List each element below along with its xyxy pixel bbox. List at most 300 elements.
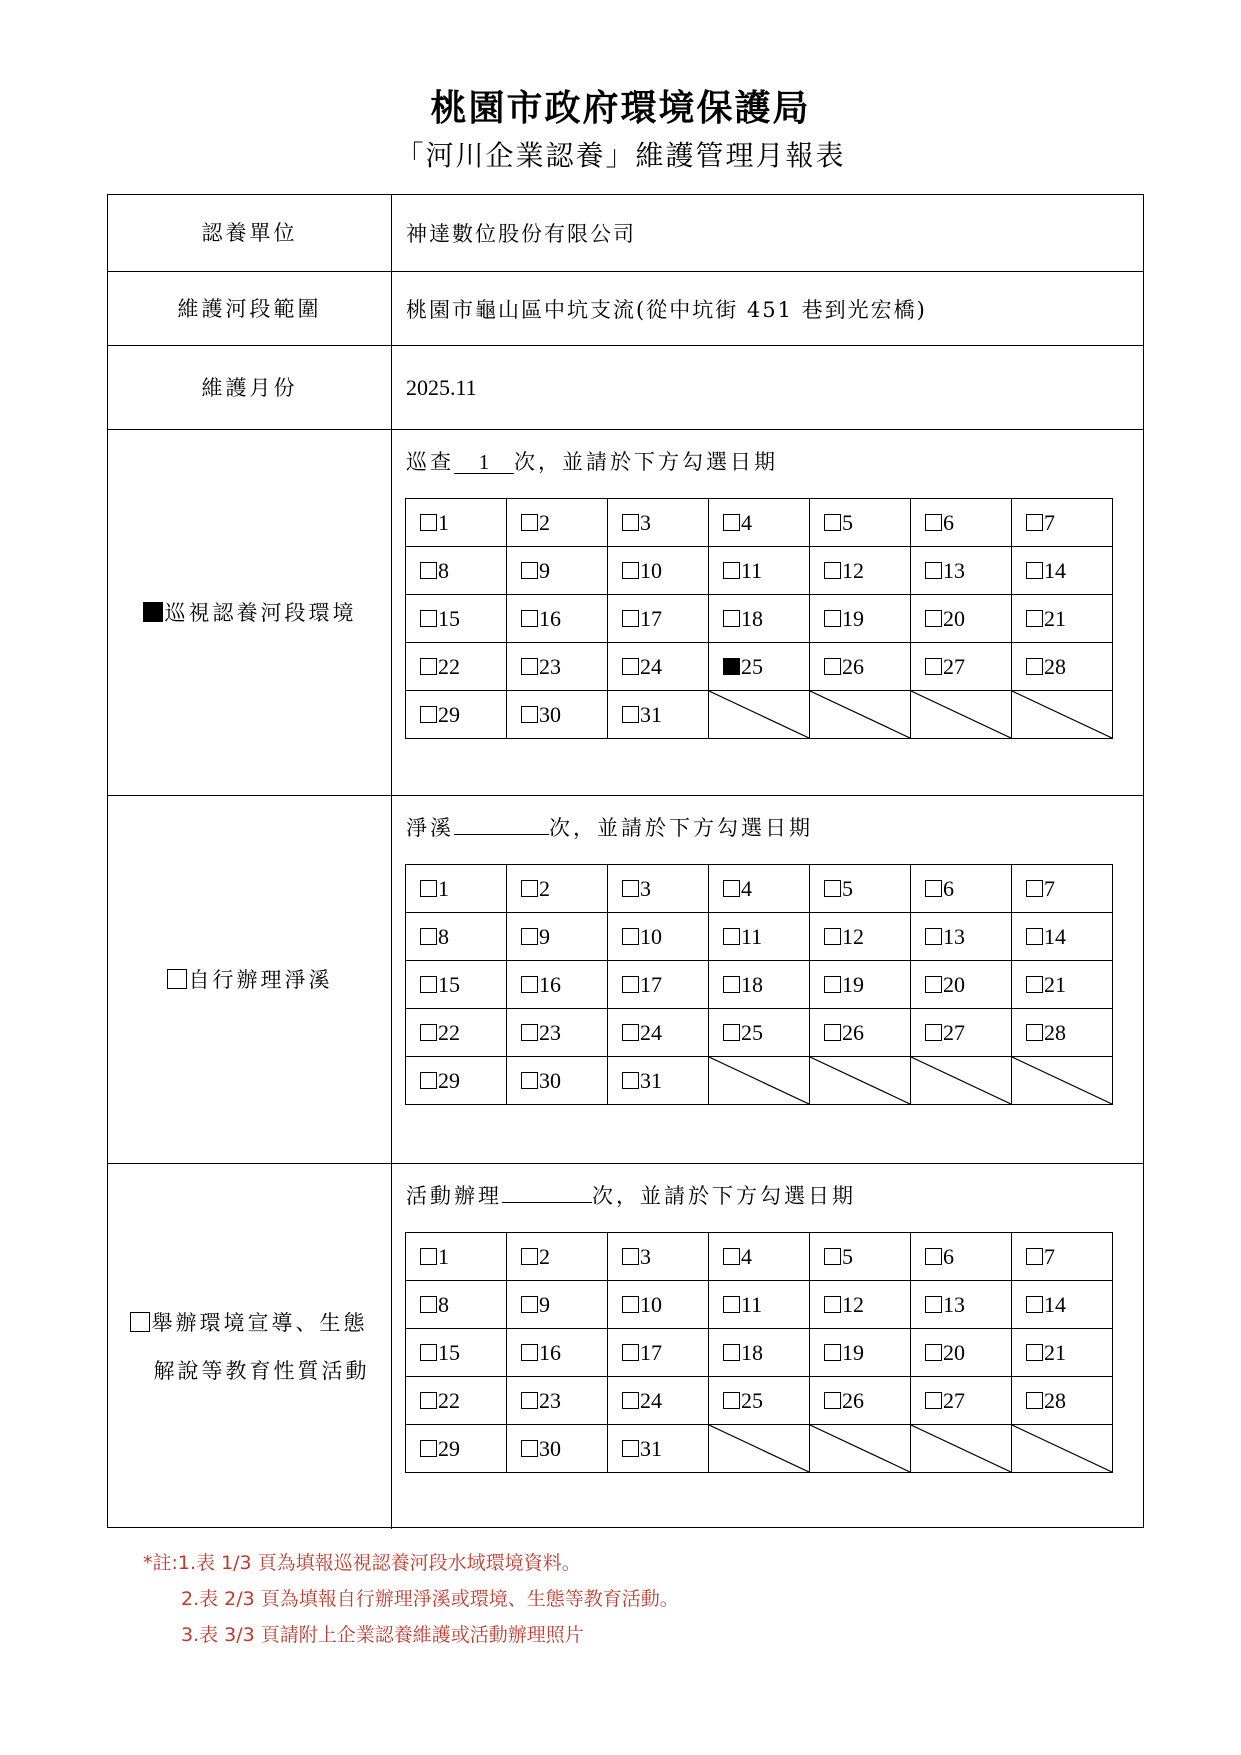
date-number: 6 bbox=[943, 509, 954, 535]
date-number: 20 bbox=[943, 605, 965, 631]
date-number: 13 bbox=[943, 1291, 965, 1317]
checkbox-icon[interactable] bbox=[925, 514, 942, 531]
date-number: 18 bbox=[741, 1339, 763, 1365]
checkbox-icon[interactable] bbox=[622, 514, 639, 531]
date-number: 22 bbox=[438, 1387, 460, 1413]
section-education-activity bbox=[108, 1163, 1143, 1529]
date-cell[interactable] bbox=[709, 913, 810, 961]
date-number: 22 bbox=[438, 653, 460, 679]
checkbox-icon[interactable] bbox=[420, 706, 437, 723]
date-number: 6 bbox=[943, 875, 954, 901]
prompt-suffix: 次，並請於下方勾選日期 bbox=[592, 1184, 856, 1208]
checkbox-icon[interactable] bbox=[622, 880, 639, 897]
checkbox-icon[interactable] bbox=[420, 1392, 437, 1409]
date-cell[interactable] bbox=[911, 1009, 1012, 1057]
checkbox-icon[interactable] bbox=[723, 1248, 740, 1265]
checkbox-icon[interactable] bbox=[723, 1392, 740, 1409]
date-cell[interactable] bbox=[406, 595, 507, 643]
checkbox-icon[interactable] bbox=[925, 562, 942, 579]
date-number: 15 bbox=[438, 605, 460, 631]
checkbox-icon[interactable] bbox=[420, 976, 437, 993]
diagonal-slash-icon bbox=[911, 1425, 1011, 1472]
date-cell[interactable] bbox=[911, 1233, 1012, 1281]
date-number: 23 bbox=[539, 1387, 561, 1413]
note-1: *註:1.表 1/3 頁為填報巡視認養河段水域環境資料。 bbox=[143, 1552, 581, 1574]
date-number: 29 bbox=[438, 1435, 460, 1461]
date-number: 26 bbox=[842, 653, 864, 679]
date-number: 25 bbox=[741, 1019, 763, 1045]
checkbox-icon[interactable] bbox=[521, 1344, 538, 1361]
checkbox-icon[interactable] bbox=[420, 562, 437, 579]
checkbox-icon[interactable] bbox=[521, 928, 538, 945]
checkbox-icon[interactable] bbox=[925, 1392, 942, 1409]
diagonal-slash-icon bbox=[810, 1425, 910, 1472]
checkbox-icon[interactable] bbox=[1026, 880, 1043, 897]
checkbox-icon[interactable] bbox=[622, 928, 639, 945]
date-number: 25 bbox=[741, 1387, 763, 1413]
prompt-suffix: 次，並請於下方勾選日期 bbox=[549, 816, 813, 840]
checkbox-icon[interactable] bbox=[824, 1392, 841, 1409]
date-cell[interactable] bbox=[507, 961, 608, 1009]
checkbox-icon[interactable] bbox=[824, 658, 841, 675]
checkbox-icon[interactable] bbox=[622, 562, 639, 579]
checkbox-icon[interactable] bbox=[622, 1392, 639, 1409]
date-cell[interactable] bbox=[810, 1329, 911, 1377]
range-label: 維護河段範圍 bbox=[108, 272, 392, 345]
date-number: 1 bbox=[438, 875, 449, 901]
date-number: 23 bbox=[539, 1019, 561, 1045]
date-cell[interactable] bbox=[406, 499, 507, 547]
checkbox-icon[interactable] bbox=[925, 976, 942, 993]
checkbox-icon[interactable] bbox=[420, 1248, 437, 1265]
date-number: 1 bbox=[438, 1243, 449, 1269]
checkbox-icon[interactable] bbox=[521, 1248, 538, 1265]
date-cell[interactable] bbox=[1012, 961, 1113, 1009]
date-cell[interactable] bbox=[608, 865, 709, 913]
date-cell[interactable] bbox=[810, 1233, 911, 1281]
report-table bbox=[107, 194, 1144, 1528]
date-cell[interactable] bbox=[810, 961, 911, 1009]
checkbox-icon[interactable] bbox=[1026, 1392, 1043, 1409]
checkbox-icon[interactable] bbox=[420, 610, 437, 627]
date-cell[interactable] bbox=[1012, 1233, 1113, 1281]
date-number: 3 bbox=[640, 1243, 651, 1269]
checkbox-icon[interactable] bbox=[622, 1344, 639, 1361]
date-number: 19 bbox=[842, 605, 864, 631]
unit-value[interactable]: 神達數位股份有限公司 bbox=[406, 222, 636, 246]
date-cell[interactable] bbox=[911, 547, 1012, 595]
date-number: 19 bbox=[842, 971, 864, 997]
date-cell[interactable] bbox=[911, 643, 1012, 691]
date-cell[interactable] bbox=[608, 547, 709, 595]
date-cell[interactable] bbox=[507, 1425, 608, 1473]
checkbox-icon[interactable] bbox=[420, 658, 437, 675]
date-number: 14 bbox=[1044, 557, 1066, 583]
date-number: 25 bbox=[741, 653, 763, 679]
date-cell[interactable] bbox=[810, 499, 911, 547]
date-cell[interactable] bbox=[507, 1329, 608, 1377]
date-cell[interactable] bbox=[911, 961, 1012, 1009]
checkbox-icon[interactable] bbox=[824, 880, 841, 897]
checkbox-icon[interactable] bbox=[622, 1072, 639, 1089]
date-cell[interactable] bbox=[507, 1057, 608, 1105]
checkbox-icon[interactable] bbox=[723, 976, 740, 993]
date-number: 26 bbox=[842, 1019, 864, 1045]
checkbox-icon[interactable] bbox=[723, 562, 740, 579]
date-cell[interactable] bbox=[911, 1281, 1012, 1329]
date-number: 2 bbox=[539, 1243, 550, 1269]
checkbox-icon[interactable] bbox=[723, 1024, 740, 1041]
checked-checkbox-icon[interactable] bbox=[723, 658, 740, 675]
date-cell[interactable] bbox=[709, 1377, 810, 1425]
date-cell[interactable] bbox=[507, 691, 608, 739]
checkbox-icon[interactable] bbox=[420, 928, 437, 945]
date-cell[interactable] bbox=[911, 1329, 1012, 1377]
date-cell[interactable] bbox=[608, 1233, 709, 1281]
checkbox-icon[interactable] bbox=[420, 514, 437, 531]
checkbox-icon[interactable] bbox=[723, 514, 740, 531]
date-number: 11 bbox=[741, 1291, 763, 1317]
checkbox-icon[interactable] bbox=[521, 1024, 538, 1041]
date-grid bbox=[405, 498, 1113, 739]
date-cell[interactable] bbox=[406, 643, 507, 691]
date-cell[interactable] bbox=[608, 1377, 709, 1425]
date-number: 14 bbox=[1044, 1291, 1066, 1317]
checkbox-icon[interactable] bbox=[622, 1296, 639, 1313]
count-prompt bbox=[406, 812, 813, 842]
date-cell[interactable] bbox=[810, 595, 911, 643]
date-cell[interactable] bbox=[709, 961, 810, 1009]
month-label: 維護月份 bbox=[108, 346, 392, 429]
section-patrol bbox=[108, 429, 1143, 795]
date-number: 12 bbox=[842, 923, 864, 949]
date-cell[interactable] bbox=[709, 1009, 810, 1057]
checkbox-icon[interactable] bbox=[925, 1024, 942, 1041]
date-cell[interactable] bbox=[810, 643, 911, 691]
checkbox-icon[interactable] bbox=[723, 880, 740, 897]
checkbox-icon[interactable] bbox=[622, 976, 639, 993]
date-number: 30 bbox=[539, 1435, 561, 1461]
date-number: 30 bbox=[539, 1067, 561, 1093]
checkbox-icon[interactable] bbox=[521, 514, 538, 531]
checkbox-icon[interactable] bbox=[1026, 658, 1043, 675]
date-cell[interactable] bbox=[709, 865, 810, 913]
prompt-prefix: 淨溪 bbox=[406, 816, 454, 840]
checkbox-icon[interactable] bbox=[420, 1296, 437, 1313]
empty-cell bbox=[1012, 691, 1113, 739]
checkbox-icon[interactable] bbox=[622, 658, 639, 675]
diagonal-slash-icon bbox=[709, 1425, 809, 1472]
checkbox-icon[interactable] bbox=[824, 976, 841, 993]
checkbox-icon[interactable] bbox=[521, 658, 538, 675]
date-cell[interactable] bbox=[406, 1377, 507, 1425]
date-number: 14 bbox=[1044, 923, 1066, 949]
date-cell[interactable] bbox=[406, 1233, 507, 1281]
date-cell[interactable] bbox=[406, 865, 507, 913]
date-cell[interactable] bbox=[1012, 1009, 1113, 1057]
page-title: 桃園市政府環境保護局 bbox=[430, 87, 811, 129]
date-cell[interactable] bbox=[709, 595, 810, 643]
date-number: 28 bbox=[1044, 653, 1066, 679]
count-field[interactable]: 1 bbox=[454, 451, 514, 474]
date-number: 21 bbox=[1044, 605, 1066, 631]
date-number: 11 bbox=[741, 923, 763, 949]
checkbox-icon[interactable] bbox=[521, 1440, 538, 1457]
empty-cell bbox=[911, 691, 1012, 739]
date-cell[interactable] bbox=[709, 1329, 810, 1377]
checkbox-icon[interactable] bbox=[723, 928, 740, 945]
date-number: 26 bbox=[842, 1387, 864, 1413]
date-number: 4 bbox=[741, 509, 752, 535]
checkbox-icon[interactable] bbox=[1026, 514, 1043, 531]
date-number: 17 bbox=[640, 971, 662, 997]
diagonal-slash-icon bbox=[709, 1057, 809, 1104]
date-cell[interactable] bbox=[507, 595, 608, 643]
checkbox-icon[interactable] bbox=[420, 1344, 437, 1361]
date-cell[interactable] bbox=[608, 1425, 709, 1473]
date-cell[interactable] bbox=[608, 913, 709, 961]
date-cell[interactable] bbox=[810, 865, 911, 913]
date-number: 21 bbox=[1044, 971, 1066, 997]
date-number: 22 bbox=[438, 1019, 460, 1045]
page-subtitle: 「河川企業認養」維護管理月報表 bbox=[395, 139, 846, 172]
date-cell[interactable] bbox=[507, 547, 608, 595]
checked-checkbox-icon[interactable] bbox=[143, 602, 163, 622]
date-number: 20 bbox=[943, 971, 965, 997]
section-label-text: 自行辦理淨溪 bbox=[188, 967, 333, 992]
checkbox-icon[interactable] bbox=[925, 1296, 942, 1313]
date-number: 17 bbox=[640, 605, 662, 631]
checkbox-icon[interactable] bbox=[521, 976, 538, 993]
checkbox-icon[interactable] bbox=[1026, 976, 1043, 993]
checkbox-icon[interactable] bbox=[420, 1440, 437, 1457]
date-cell[interactable] bbox=[810, 913, 911, 961]
date-cell[interactable] bbox=[507, 913, 608, 961]
date-cell[interactable] bbox=[507, 643, 608, 691]
empty-cell bbox=[911, 1057, 1012, 1105]
checkbox-icon[interactable] bbox=[925, 1344, 942, 1361]
checkbox-icon[interactable] bbox=[622, 706, 639, 723]
date-cell[interactable] bbox=[1012, 643, 1113, 691]
date-cell[interactable] bbox=[1012, 1281, 1113, 1329]
date-cell[interactable] bbox=[406, 1329, 507, 1377]
date-number: 21 bbox=[1044, 1339, 1066, 1365]
date-number: 3 bbox=[640, 875, 651, 901]
checkbox-icon[interactable] bbox=[824, 1248, 841, 1265]
checkbox-icon[interactable] bbox=[723, 610, 740, 627]
date-cell[interactable] bbox=[608, 1329, 709, 1377]
diagonal-slash-icon bbox=[911, 691, 1011, 738]
date-cell[interactable] bbox=[810, 1281, 911, 1329]
date-cell[interactable] bbox=[1012, 595, 1113, 643]
checkbox-icon[interactable] bbox=[1026, 1024, 1043, 1041]
date-cell[interactable] bbox=[1012, 865, 1113, 913]
prompt-suffix: 次，並請於下方勾選日期 bbox=[514, 450, 778, 474]
checkbox-icon[interactable] bbox=[925, 610, 942, 627]
date-number: 8 bbox=[438, 1291, 449, 1317]
empty-cell bbox=[810, 691, 911, 739]
date-cell[interactable] bbox=[406, 547, 507, 595]
section-stream-cleanup bbox=[108, 795, 1143, 1163]
date-cell[interactable] bbox=[810, 1009, 911, 1057]
date-cell[interactable] bbox=[1012, 1377, 1113, 1425]
date-cell[interactable] bbox=[911, 499, 1012, 547]
date-number: 16 bbox=[539, 605, 561, 631]
empty-cell bbox=[709, 691, 810, 739]
date-cell[interactable] bbox=[709, 643, 810, 691]
date-cell[interactable] bbox=[1012, 547, 1113, 595]
date-number: 7 bbox=[1044, 509, 1055, 535]
date-cell[interactable] bbox=[911, 595, 1012, 643]
checkbox-icon[interactable] bbox=[521, 1392, 538, 1409]
date-cell[interactable] bbox=[507, 1009, 608, 1057]
diagonal-slash-icon bbox=[810, 691, 910, 738]
date-cell[interactable] bbox=[608, 1009, 709, 1057]
date-cell[interactable] bbox=[406, 1009, 507, 1057]
date-number: 10 bbox=[640, 557, 662, 583]
count-prompt bbox=[406, 1180, 856, 1210]
empty-cell bbox=[1012, 1057, 1113, 1105]
date-cell[interactable] bbox=[1012, 499, 1113, 547]
date-cell[interactable] bbox=[911, 1377, 1012, 1425]
checkbox-icon[interactable] bbox=[521, 880, 538, 897]
empty-cell bbox=[709, 1057, 810, 1105]
date-cell[interactable] bbox=[911, 865, 1012, 913]
date-number: 12 bbox=[842, 1291, 864, 1317]
checkbox-icon[interactable] bbox=[622, 1440, 639, 1457]
date-cell[interactable] bbox=[608, 961, 709, 1009]
date-cell[interactable] bbox=[911, 913, 1012, 961]
checkbox-icon[interactable] bbox=[824, 1344, 841, 1361]
note-3: 3.表 3/3 頁請附上企業認養維護或活動辦理照片 bbox=[181, 1624, 584, 1646]
checkbox-icon[interactable] bbox=[1026, 610, 1043, 627]
date-cell[interactable] bbox=[406, 691, 507, 739]
checkbox-icon[interactable] bbox=[925, 1248, 942, 1265]
checkbox-icon[interactable] bbox=[420, 1072, 437, 1089]
date-cell[interactable] bbox=[709, 1233, 810, 1281]
diagonal-slash-icon bbox=[1012, 1425, 1112, 1472]
date-cell[interactable] bbox=[709, 1281, 810, 1329]
date-number: 4 bbox=[741, 1243, 752, 1269]
date-number: 9 bbox=[539, 557, 550, 583]
date-cell[interactable] bbox=[608, 691, 709, 739]
date-cell[interactable] bbox=[406, 1057, 507, 1105]
date-number: 12 bbox=[842, 557, 864, 583]
checkbox-icon[interactable] bbox=[723, 1296, 740, 1313]
date-cell[interactable] bbox=[406, 1425, 507, 1473]
checkbox-icon[interactable] bbox=[925, 880, 942, 897]
section-label-text: 解說等教育性質活動 bbox=[153, 1358, 370, 1383]
checkbox-icon[interactable] bbox=[824, 1296, 841, 1313]
checkbox-icon[interactable] bbox=[622, 610, 639, 627]
checkbox-icon[interactable] bbox=[824, 928, 841, 945]
checkbox-icon[interactable] bbox=[723, 1344, 740, 1361]
empty-cell bbox=[810, 1425, 911, 1473]
checkbox-icon[interactable] bbox=[420, 880, 437, 897]
date-number: 8 bbox=[438, 923, 449, 949]
date-cell[interactable] bbox=[406, 961, 507, 1009]
checkbox-icon[interactable] bbox=[1026, 928, 1043, 945]
checkbox-icon[interactable] bbox=[925, 658, 942, 675]
diagonal-slash-icon bbox=[709, 691, 809, 738]
date-number: 24 bbox=[640, 1019, 662, 1045]
checkbox-icon[interactable] bbox=[622, 1248, 639, 1265]
empty-cell bbox=[911, 1425, 1012, 1473]
date-cell[interactable] bbox=[608, 1057, 709, 1105]
checkbox-icon[interactable] bbox=[925, 928, 942, 945]
date-number: 7 bbox=[1044, 1243, 1055, 1269]
date-cell[interactable] bbox=[608, 499, 709, 547]
checkbox-icon[interactable] bbox=[824, 562, 841, 579]
date-number: 5 bbox=[842, 509, 853, 535]
checkbox-icon[interactable] bbox=[1026, 1248, 1043, 1265]
checkbox-icon[interactable] bbox=[824, 1024, 841, 1041]
date-cell[interactable] bbox=[507, 1281, 608, 1329]
checkbox-icon[interactable] bbox=[521, 1072, 538, 1089]
diagonal-slash-icon bbox=[1012, 1057, 1112, 1104]
month-value[interactable]: 2025.11 bbox=[406, 374, 477, 400]
date-cell[interactable] bbox=[406, 913, 507, 961]
checkbox-icon[interactable] bbox=[167, 969, 187, 989]
date-cell[interactable] bbox=[406, 1281, 507, 1329]
note-2: 2.表 2/3 頁為填報自行辦理淨溪或環境、生態等教育活動。 bbox=[181, 1588, 679, 1610]
checkbox-icon[interactable] bbox=[521, 706, 538, 723]
date-number: 2 bbox=[539, 875, 550, 901]
checkbox-icon[interactable] bbox=[1026, 562, 1043, 579]
count-field[interactable] bbox=[502, 1202, 592, 1203]
date-cell[interactable] bbox=[810, 1377, 911, 1425]
checkbox-icon[interactable] bbox=[420, 1024, 437, 1041]
date-number: 29 bbox=[438, 701, 460, 727]
checkbox-icon[interactable] bbox=[521, 610, 538, 627]
prompt-prefix: 巡查 bbox=[406, 450, 454, 474]
date-cell[interactable] bbox=[709, 499, 810, 547]
date-cell[interactable] bbox=[608, 1281, 709, 1329]
date-number: 10 bbox=[640, 923, 662, 949]
range-value[interactable]: 桃園市龜山區中坑支流(從中坑街 451 巷到光宏橋) bbox=[406, 297, 927, 322]
date-number: 9 bbox=[539, 923, 550, 949]
checkbox-icon[interactable] bbox=[1026, 1296, 1043, 1313]
checkbox-icon[interactable] bbox=[824, 610, 841, 627]
date-cell[interactable] bbox=[507, 1377, 608, 1425]
empty-cell bbox=[709, 1425, 810, 1473]
count-field[interactable] bbox=[454, 834, 549, 835]
checkbox-icon[interactable] bbox=[130, 1312, 150, 1332]
date-cell[interactable] bbox=[608, 595, 709, 643]
row-unit bbox=[108, 195, 1143, 271]
date-cell[interactable] bbox=[608, 643, 709, 691]
date-number: 5 bbox=[842, 1243, 853, 1269]
checkbox-icon[interactable] bbox=[824, 514, 841, 531]
date-number: 27 bbox=[943, 653, 965, 679]
date-cell[interactable] bbox=[709, 547, 810, 595]
date-cell[interactable] bbox=[1012, 913, 1113, 961]
diagonal-slash-icon bbox=[911, 1057, 1011, 1104]
date-cell[interactable] bbox=[1012, 1329, 1113, 1377]
date-number: 27 bbox=[943, 1387, 965, 1413]
date-number: 31 bbox=[640, 1067, 662, 1093]
date-cell[interactable] bbox=[507, 499, 608, 547]
checkbox-icon[interactable] bbox=[521, 562, 538, 579]
date-number: 24 bbox=[640, 653, 662, 679]
date-number: 6 bbox=[943, 1243, 954, 1269]
date-cell[interactable] bbox=[810, 547, 911, 595]
date-cell[interactable] bbox=[507, 865, 608, 913]
date-cell[interactable] bbox=[507, 1233, 608, 1281]
checkbox-icon[interactable] bbox=[622, 1024, 639, 1041]
checkbox-icon[interactable] bbox=[521, 1296, 538, 1313]
checkbox-icon[interactable] bbox=[1026, 1344, 1043, 1361]
